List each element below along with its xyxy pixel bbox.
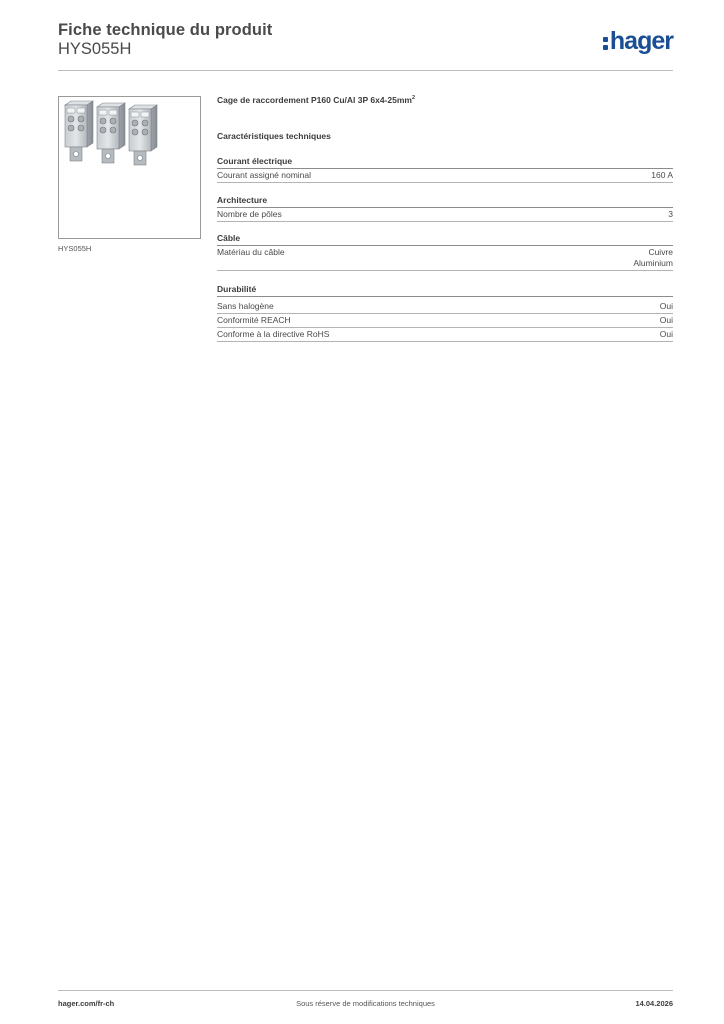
- section-courant-electrique: [217, 155, 673, 183]
- product-image-caption: HYS055H: [58, 244, 92, 253]
- row-label: Courant assigné nominal: [217, 170, 312, 180]
- document-title: Fiche technique du produit: [58, 21, 273, 39]
- table-row: [217, 246, 673, 271]
- section-title: Durabilité: [217, 283, 673, 297]
- row-value: Oui: [659, 301, 673, 311]
- product-name: Cage de raccordement P160 Cu/Al 3P $6x4-25mm^2$: [217, 95, 416, 105]
- product-name-superscript: 2: [411, 95, 416, 102]
- row-label: Sans halogène: [217, 301, 274, 311]
- table-row: [217, 300, 673, 314]
- footer-date: 14.04.2026: [635, 999, 673, 1008]
- table-row: [217, 169, 673, 183]
- table-row: [217, 314, 673, 328]
- section-title: Architecture: [217, 194, 673, 208]
- logo-dots-icon: [603, 37, 608, 50]
- page-footer: [58, 990, 673, 1008]
- section-title: Câble: [217, 232, 673, 246]
- row-value: Oui: [659, 329, 673, 339]
- row-value: Cuivre Aluminium: [633, 247, 673, 268]
- table-row: [217, 328, 673, 342]
- section-cable: [217, 232, 673, 271]
- section-durabilite: [217, 283, 673, 342]
- row-label: Conforme à la directive RoHS: [217, 329, 330, 339]
- footer-disclaimer: Sous réserve de modifications techniques: [296, 999, 435, 1008]
- row-label: Nombre de pôles: [217, 209, 282, 219]
- logo-text: hager: [609, 26, 673, 55]
- document-subtitle: HYS055H: [58, 40, 132, 58]
- row-value: Oui: [659, 315, 673, 325]
- page-header: [58, 20, 673, 71]
- row-value: 3: [668, 209, 673, 219]
- technical-characteristics-heading: Caractéristiques techniques: [217, 131, 331, 141]
- table-row: [217, 208, 673, 222]
- connection-cage-illustration-icon: [59, 97, 200, 238]
- hager-logo: [603, 27, 673, 55]
- row-label: Conformité REACH: [217, 315, 291, 325]
- section-title: Courant électrique: [217, 155, 673, 169]
- product-image: [58, 96, 201, 239]
- row-label: Matériau du câble: [217, 247, 285, 257]
- row-value: 160 A: [651, 170, 673, 180]
- footer-website: hager.com/fr-ch: [58, 999, 115, 1008]
- section-architecture: [217, 194, 673, 222]
